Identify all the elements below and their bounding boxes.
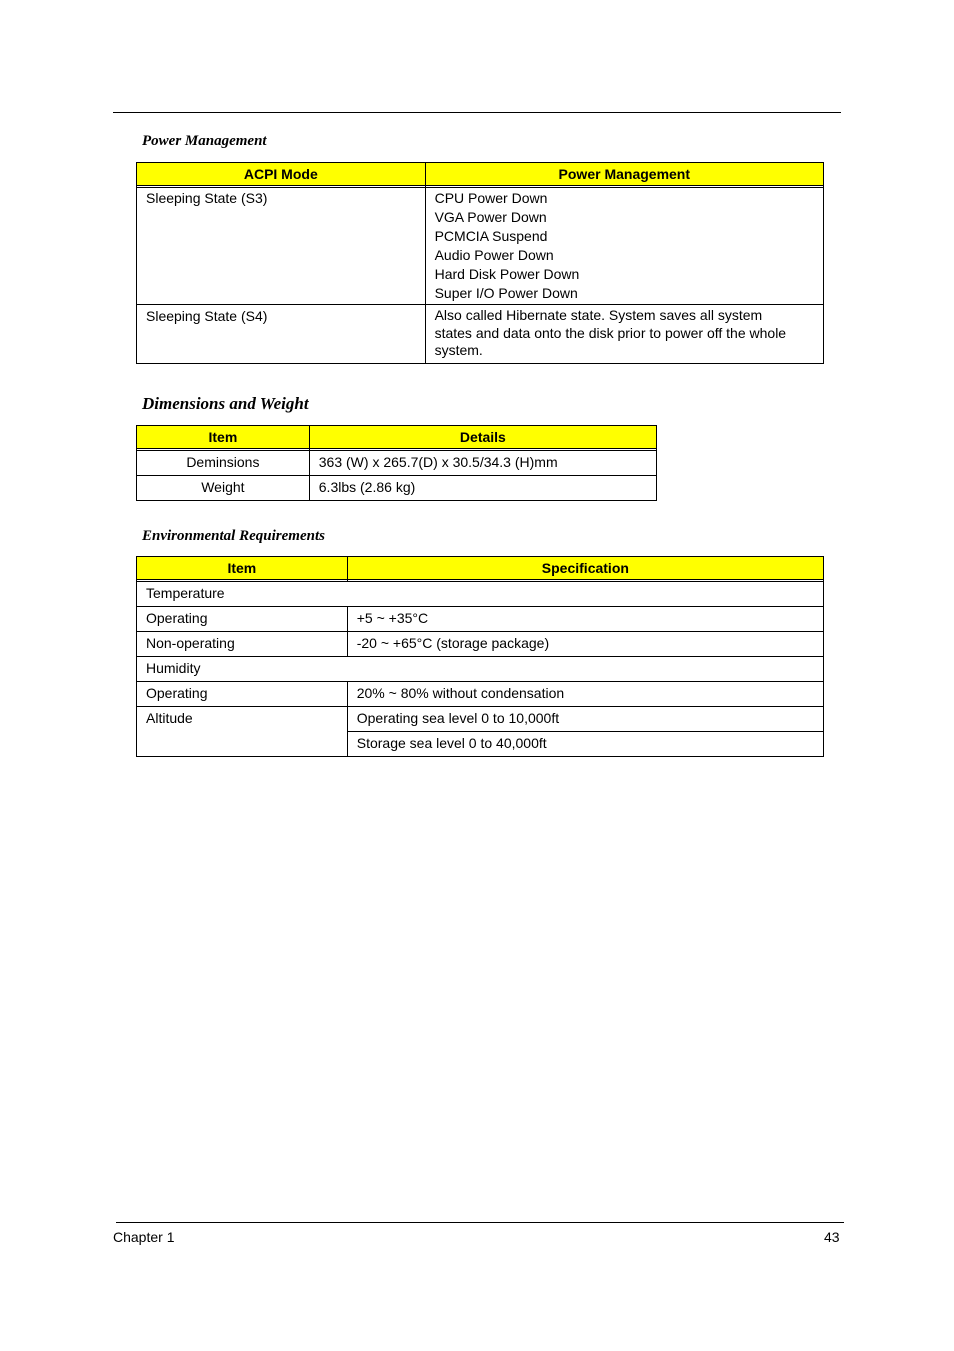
spec-cell: Storage sea level 0 to 40,000ft bbox=[347, 732, 823, 757]
description-line: states and data onto the disk prior to power off the whole bbox=[434, 324, 787, 341]
table-row bbox=[137, 632, 824, 657]
table-row bbox=[137, 451, 657, 476]
description-line: system. bbox=[434, 342, 483, 358]
list-item: Audio Power Down bbox=[434, 247, 554, 263]
s4-description bbox=[425, 305, 823, 364]
list-item: Hard Disk Power Down bbox=[434, 266, 580, 282]
spec-cell: +5 ~ +35°C bbox=[347, 607, 823, 632]
header-rule bbox=[113, 112, 841, 113]
table-row bbox=[137, 476, 657, 501]
page-number: 43 bbox=[824, 1229, 840, 1245]
group-temperature: Temperature bbox=[137, 582, 824, 607]
table-row bbox=[137, 188, 824, 305]
acpi-mode-s4: Sleeping State (S4) bbox=[137, 305, 426, 364]
list-item: Super I/O Power Down bbox=[434, 285, 578, 301]
description-line: Also called Hibernate state. System saves all system bbox=[434, 307, 763, 323]
acpi-mode-s3: Sleeping State (S3) bbox=[137, 188, 426, 305]
item-cell: Operating bbox=[137, 607, 348, 632]
spec-cell: Operating sea level 0 to 10,000ft bbox=[347, 707, 823, 732]
power-management-table bbox=[136, 162, 824, 364]
list-item: VGA Power Down bbox=[434, 209, 547, 225]
header-acpi-mode: ACPI Mode bbox=[137, 163, 426, 186]
environmental-title: Environmental Requirements bbox=[142, 528, 325, 544]
table-row bbox=[137, 682, 824, 707]
details-cell: 363 (W) x 265.7(D) x 30.5/34.3 (H)mm bbox=[309, 451, 656, 476]
header-item: Item bbox=[137, 557, 348, 580]
group-humidity: Humidity bbox=[137, 657, 824, 682]
details-cell: 6.3lbs (2.86 kg) bbox=[309, 476, 656, 501]
table-row bbox=[137, 657, 824, 682]
power-management-title: Power Management bbox=[142, 133, 267, 149]
list-item: PCMCIA Suspend bbox=[434, 228, 548, 244]
table-row bbox=[137, 305, 824, 364]
footer-chapter: Chapter 1 bbox=[113, 1229, 175, 1245]
header-specification: Specification bbox=[347, 557, 823, 580]
spec-cell: -20 ~ +65°C (storage package) bbox=[347, 632, 823, 657]
item-cell: Deminsions bbox=[137, 451, 310, 476]
spec-cell: 20% ~ 80% without condensation bbox=[347, 682, 823, 707]
footer-rule bbox=[116, 1222, 844, 1223]
item-cell: Weight bbox=[137, 476, 310, 501]
dimensions-table bbox=[136, 425, 657, 501]
environmental-table bbox=[136, 556, 824, 757]
item-cell: Operating bbox=[137, 682, 348, 707]
s3-power-list bbox=[425, 188, 823, 305]
item-cell-altitude: Altitude bbox=[137, 707, 348, 757]
item-cell: Non-operating bbox=[137, 632, 348, 657]
table-row bbox=[137, 707, 824, 732]
header-details: Details bbox=[309, 426, 656, 449]
header-item: Item bbox=[137, 426, 310, 449]
list-item: CPU Power Down bbox=[434, 190, 548, 206]
table-row bbox=[137, 582, 824, 607]
header-power-management: Power Management bbox=[425, 163, 823, 186]
table-row bbox=[137, 607, 824, 632]
dimensions-title: Dimensions and Weight bbox=[142, 394, 309, 413]
